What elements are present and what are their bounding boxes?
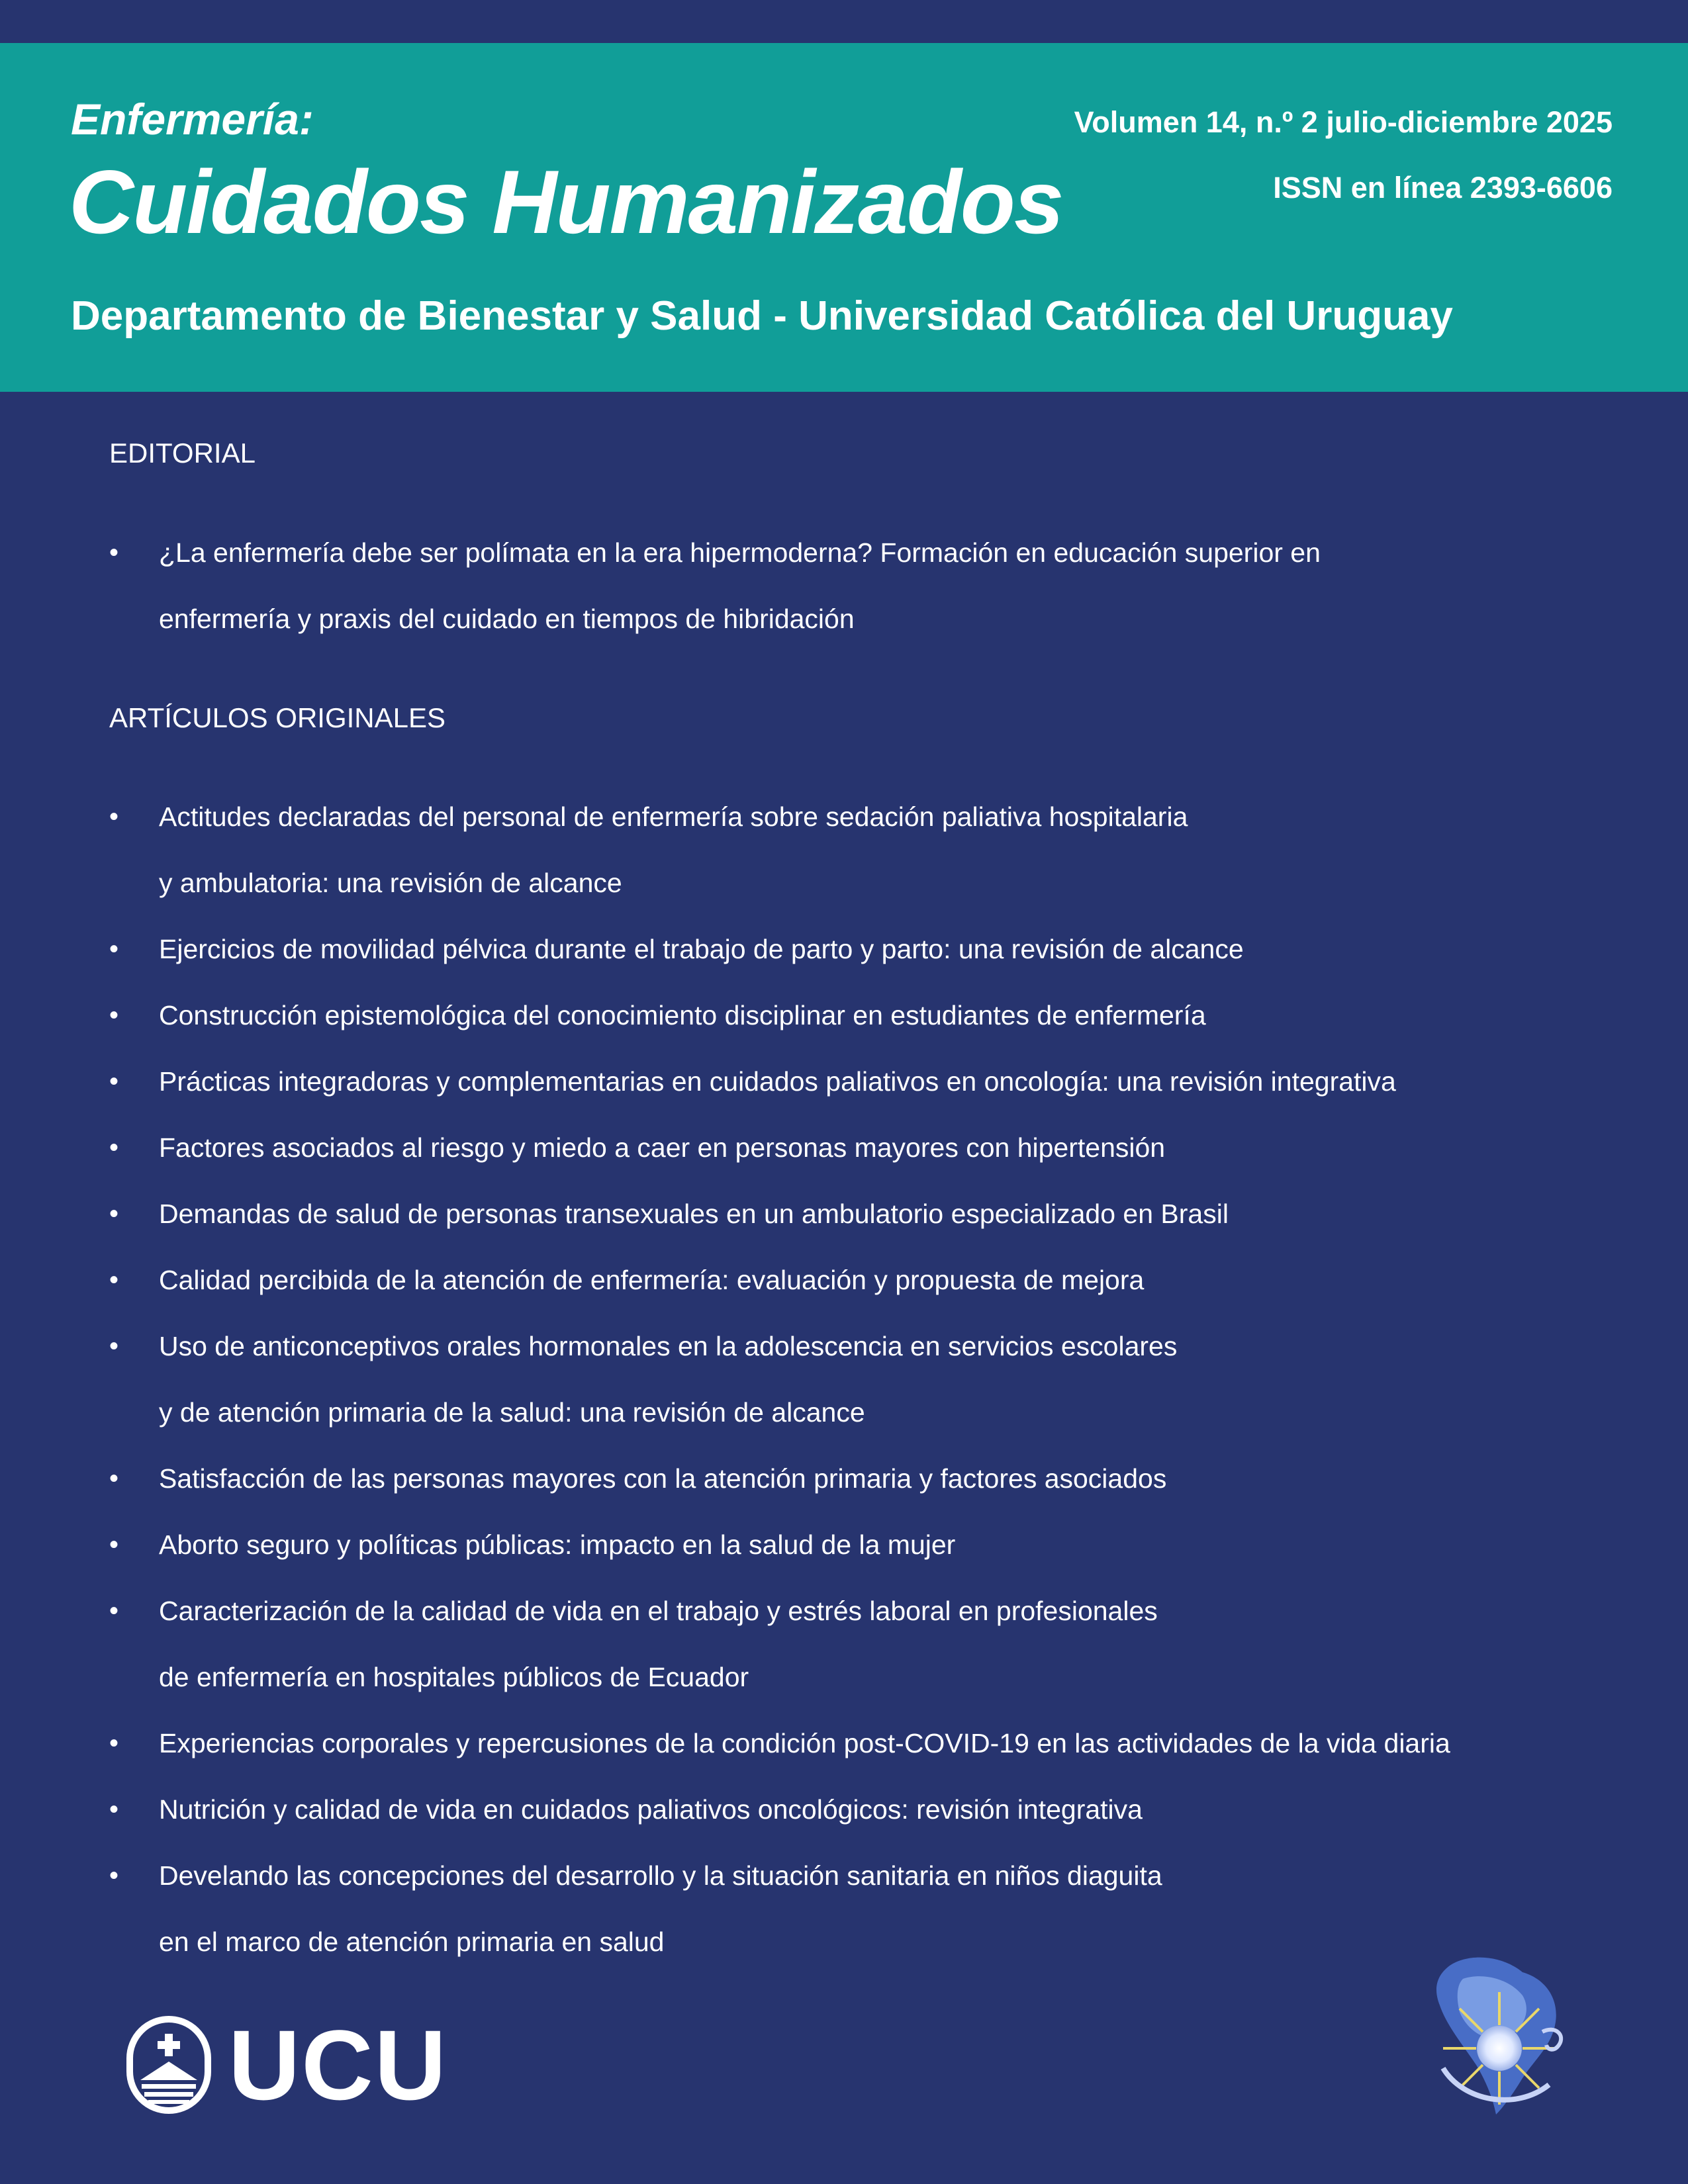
article-title: Caracterización de la calidad de vida en el trabajo y estrés laboral en profesionales de enfermería en hospitales públicos de Ecuador (159, 1596, 1158, 1692)
article-item (109, 982, 1605, 1048)
journal-prefix: Enfermería: (71, 95, 314, 144)
continent-sun-emblem-icon (1423, 1952, 1575, 2118)
bullet: • (109, 802, 119, 831)
article-title: Nutrición y calidad de vida en cuidados paliativos oncológicos: revisión integrativa (159, 1794, 1143, 1825)
bullet: • (109, 1067, 119, 1096)
article-item (109, 1313, 1605, 1445)
article-title: Experiencias corporales y repercusiones de la condición post-COVID-19 en las actividades de la vida diaria (159, 1728, 1450, 1758)
bullet: • (109, 1530, 119, 1559)
bullet: • (109, 1596, 119, 1625)
bullet: • (109, 1729, 119, 1758)
bullet: • (109, 1001, 119, 1030)
journal-title: Cuidados Humanizados (69, 152, 1063, 252)
ucu-logo (126, 2009, 457, 2120)
article-item (109, 1512, 1605, 1578)
article-title: Factores asociados al riesgo y miedo a caer en personas mayores con hipertensión (159, 1132, 1166, 1163)
bullet: • (109, 1861, 119, 1890)
bullet: • (109, 1332, 119, 1361)
bullet: • (109, 1795, 119, 1824)
article-title: Actitudes declaradas del personal de enfermería sobre sedación paliativa hospitalaria y ambulatoria: una revisión de alcance (159, 801, 1188, 898)
article-title: Satisfacción de las personas mayores con la atención primaria y factores asociados (159, 1463, 1167, 1494)
article-item (109, 1578, 1605, 1710)
article-item (109, 1181, 1605, 1247)
editorial-item (109, 520, 1605, 652)
article-title: Demandas de salud de personas transexuales en un ambulatorio especializado en Brasil (159, 1199, 1229, 1229)
article-item (109, 1445, 1605, 1512)
bullet: • (109, 538, 119, 567)
ucu-logo-text: UCU (228, 2009, 447, 2120)
article-item (109, 1843, 1605, 1975)
editorial-heading: EDITORIAL (109, 437, 256, 469)
volume-info: Volumen 14, n.º 2 julio-diciembre 2025 (1074, 105, 1613, 139)
article-item (109, 916, 1605, 982)
article-title: Aborto seguro y políticas públicas: impacto en la salud de la mujer (159, 1529, 956, 1560)
article-item (109, 784, 1605, 916)
bullet: • (109, 1464, 119, 1493)
article-item (109, 1776, 1605, 1843)
article-title: Prácticas integradoras y complementarias en cuidados paliativos en oncología: una revisión integrativa (159, 1066, 1396, 1097)
article-title: Ejercicios de movilidad pélvica durante el trabajo de parto y parto: una revisión de alcance (159, 934, 1244, 964)
bullet: • (109, 1199, 119, 1228)
article-title: Calidad percibida de la atención de enfermería: evaluación y propuesta de mejora (159, 1265, 1145, 1295)
article-item (109, 1048, 1605, 1115)
article-title: Uso de anticonceptivos orales hormonales en la adolescencia en servicios escolares y de atención primaria de la salud: una revisión de alcance (159, 1331, 1178, 1428)
department-name: Departamento de Bienestar y Salud - Universidad Católica del Uruguay (71, 293, 1453, 339)
articles-heading: ARTÍCULOS ORIGINALES (109, 702, 446, 733)
article-title: Develando las concepciones del desarrollo y la situación sanitaria en niños diaguita en el marco de atención primaria en salud (159, 1860, 1162, 1957)
article-item (109, 1115, 1605, 1181)
article-title: Construcción epistemológica del conocimiento disciplinar en estudiantes de enfermería (159, 1000, 1206, 1030)
bullet: • (109, 1265, 119, 1295)
article-item (109, 1247, 1605, 1313)
issn-info: ISSN en línea 2393-6606 (1273, 171, 1613, 205)
editorial-item-title: ¿La enfermería debe ser polímata en la era hipermoderna? Formación en educación superior en enfermería y praxis del cuidado en tiempos de hibridación (159, 537, 1321, 634)
bullet: • (109, 934, 119, 964)
article-item (109, 1710, 1605, 1776)
ucu-shield-icon (126, 2015, 212, 2115)
bullet: • (109, 1133, 119, 1162)
